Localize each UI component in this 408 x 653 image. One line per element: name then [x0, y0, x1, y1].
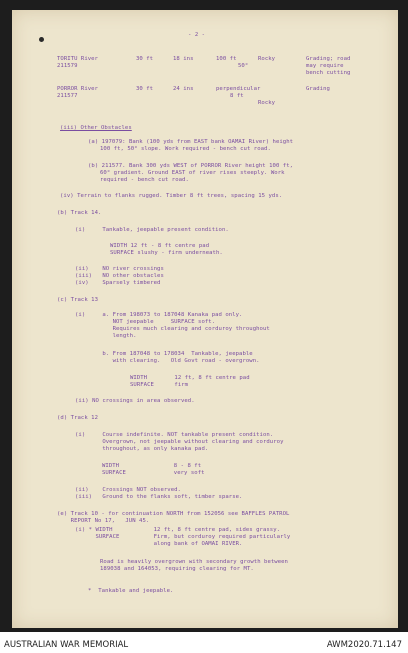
- track-10-width: (i) * WIDTH 12 ft, 8 ft centre pad, sides grassy.: [75, 527, 281, 533]
- river-remark-1a: Grading; road: [306, 56, 351, 62]
- track-12-line1: (i) Course indefinite. NOT tankable present condition.: [75, 432, 274, 438]
- archive-footer: [0, 632, 408, 653]
- punch-hole: [39, 37, 44, 42]
- track-13-a-line2: NOT jeepable SURFACE soft.: [75, 319, 216, 325]
- track-14-heading: (b) Track 14.: [57, 210, 102, 216]
- river-depth-2: 24 ins: [173, 86, 194, 92]
- river-name-1: TORITU River: [57, 56, 99, 62]
- track-12-line3: throughout, as only kanaka pad.: [75, 446, 209, 452]
- track-13-width: WIDTH 12 ft, 8 ft centre pad: [130, 375, 250, 381]
- river-remark-2a: Grading: [306, 86, 330, 92]
- section-heading-other-obstacles: (iii) Other Obstacles: [60, 125, 132, 131]
- river-ref-1: 211579: [57, 63, 78, 69]
- river-remark-1c: bench cutting: [306, 70, 351, 76]
- track-10-footnote: * Tankable and jeepable.: [88, 588, 174, 594]
- track-12-width: WIDTH 8 - 8 ft: [102, 463, 202, 469]
- track-13-a-line1: (i) a. From 198073 to 187048 Kanaka pad only.: [75, 312, 243, 318]
- track-10-heading: (e) Track 10 - for continuation NORTH from 152056 see BAFFLES PATROL: [57, 511, 290, 517]
- terrain-note: (iv) Terrain to flanks rugged. Timber 8 ft trees, spacing 15 yds.: [60, 193, 283, 199]
- river-width-1: 30 ft: [136, 56, 154, 62]
- track-10-road-line1: Road is heavily overgrown with secondary growth between: [100, 559, 288, 565]
- obstacle-b-line3: required - bench cut road.: [100, 177, 189, 183]
- track-13-a-line3: Requires much clearing and corduroy throughout: [75, 326, 270, 332]
- footer-accession: AWM2020.71.147: [326, 640, 402, 650]
- track-13-b-line1: b. From 187048 to 178034 Tankable, jeepable: [75, 351, 253, 357]
- track-13-surface: SURFACE firm: [130, 382, 189, 388]
- track-14-condition: (i) Tankable, jeepable present condition.: [75, 227, 229, 233]
- page-number: - 2 -: [188, 32, 206, 38]
- river-ref-2: 211577: [57, 93, 78, 99]
- track-13-b-line2: with clearing. Old Govt road - overgrown.: [75, 358, 260, 364]
- river-angle-1: 50°: [238, 63, 249, 69]
- track-14-surface: SURFACE slushy - firm underneath.: [110, 250, 223, 256]
- track-14-obstacles: (iii) NO other obstacles: [75, 273, 164, 279]
- river-remark-1b: may require: [306, 63, 344, 69]
- river-width-2: 30 ft: [136, 86, 154, 92]
- track-10-road-line2: 189038 and 164053, requiring clearing for MT.: [100, 566, 254, 572]
- obstacle-a-line2: 100 ft, 50° slope. Work required - bench cut road.: [100, 146, 271, 152]
- obstacle-a-line1: (a) 197079: Bank (100 yds from EAST bank OAMAI River) height: [88, 139, 294, 145]
- river-name-2: PORROR River: [57, 86, 99, 92]
- track-12-surface: SURFACE very soft: [102, 470, 205, 476]
- track-10-report: REPORT No 17, JUN 45.: [57, 518, 150, 524]
- track-10-surface-line1: SURFACE Firm, but corduroy required particularly: [75, 534, 291, 540]
- track-13-a-line4: length.: [75, 333, 137, 339]
- track-12-crossings: (ii) Crossings NOT observed.: [75, 487, 181, 493]
- track-12-heading: (d) Track 12: [57, 415, 99, 421]
- track-12-line2: Overgrown, not jeepable without clearing and corduroy: [75, 439, 284, 445]
- river-banks-1: 100 ft: [216, 56, 237, 62]
- track-13-crossings: (ii) NO crossings in area observed.: [75, 398, 195, 404]
- river-angle-2: 8 ft: [230, 93, 244, 99]
- river-depth-1: 18 ins: [173, 56, 194, 62]
- obstacle-b-line2: 60° gradient. Ground EAST of river rises steeply. Work: [100, 170, 285, 176]
- river-banks-2: perpendicular: [216, 86, 261, 92]
- track-13-heading: (c) Track 13: [57, 297, 99, 303]
- track-10-surface-line2: along bank of OAMAI RIVER.: [75, 541, 243, 547]
- track-14-width: WIDTH 12 ft - 8 ft centre pad: [110, 243, 210, 249]
- track-14-crossings: (ii) NO river crossings: [75, 266, 164, 272]
- obstacle-b-line1: (b) 211577. Bank 300 yds WEST of PORROR River height 100 ft,: [88, 163, 294, 169]
- river-bottom-2: Rocky: [258, 100, 276, 106]
- track-12-ground: (iii) Ground to the flanks soft, timber sparse.: [75, 494, 243, 500]
- river-bottom-1: Rocky: [258, 56, 276, 62]
- footer-source: AUSTRALIAN WAR MEMORIAL: [4, 640, 129, 650]
- track-14-timber: (iv) Sparsely timbered: [75, 280, 161, 286]
